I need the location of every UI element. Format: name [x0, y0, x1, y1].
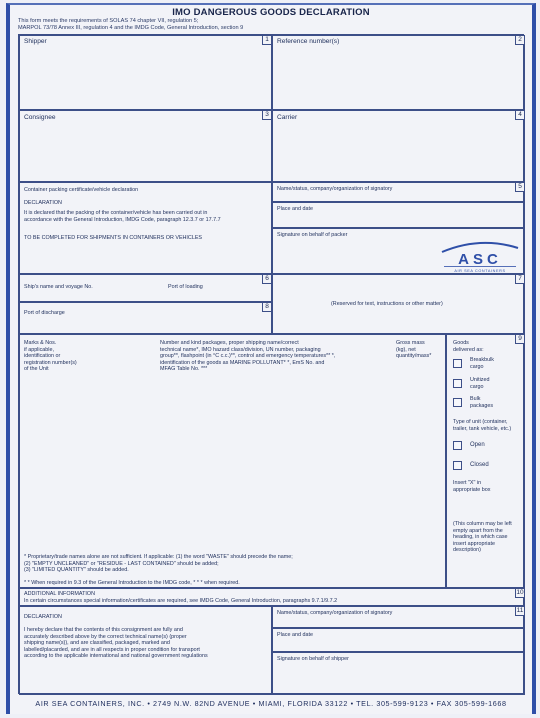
note-line: insert appropriate — [453, 540, 495, 547]
shipper-place-date-field[interactable] — [272, 628, 525, 652]
logo-rule — [444, 266, 516, 267]
unit-type-label — [453, 419, 525, 432]
gross-mass-line: (kg), net — [396, 346, 416, 353]
reserved-label: (Reserved for text, instructions or other matter) — [331, 301, 443, 307]
box-number: 1 — [262, 36, 271, 45]
signatory-name-label: Name/status, company/organization of signatory — [277, 610, 393, 616]
packages-line: identification of the goods as MARINE POLLUTANT* *, EmS No. and — [160, 359, 325, 366]
breakbulk-line: cargo — [470, 363, 484, 370]
footnote-text — [24, 554, 442, 574]
box-number: 5 — [515, 183, 524, 192]
marks-line: identification or — [24, 353, 61, 359]
declaration-heading: DECLARATION — [24, 200, 62, 206]
asc-logo — [440, 238, 520, 274]
marks-line: Marks & Nos. — [24, 340, 57, 346]
reserved-field — [272, 274, 525, 334]
packages-line: technical name*, IMO hazard class/division, UN number, packaging — [160, 346, 321, 353]
shipper-declaration-line: labelled/placarded, and are in all respects in proper condition for transport — [24, 646, 200, 653]
shipper-signature-field[interactable] — [272, 652, 525, 695]
unitized-label — [470, 377, 489, 390]
shipper-label: Shipper — [24, 38, 47, 45]
footnote-line: * Proprietary/trade names alone are not sufficient. If applicable: (1) the word "WASTE" should precede the name; — [24, 554, 293, 560]
additional-info-text: In certain circumstances special information/certificates are required, see IMDG Code, General Introduction, paragraphs 9.7.1/9.7.2 — [24, 598, 338, 604]
unitized-line: Unitized — [470, 377, 490, 383]
goods-delivered-line: delivered as: — [453, 346, 484, 353]
bulk-label — [470, 396, 493, 409]
goods-delivered-label — [453, 340, 513, 353]
shipper-declaration-line: I hereby declare that the contents of this consignment are fully and — [24, 627, 183, 633]
box-number: 8 — [262, 303, 271, 312]
goods-delivered-section — [446, 334, 525, 588]
closed-label: Closed — [470, 462, 489, 468]
ship-name-field[interactable] — [19, 274, 272, 302]
dangerous-goods-form-page — [6, 3, 536, 714]
breakbulk-checkbox[interactable] — [453, 359, 462, 368]
packages-line: MFAG Table No. *** — [160, 366, 208, 372]
regulation-subtitle — [18, 18, 348, 32]
consignee-label: Consignee — [24, 114, 56, 121]
container-packing-label: Container packing certificate/vehicle declaration — [24, 187, 139, 193]
reference-label: Reference number(s) — [277, 38, 340, 45]
box-number: 10 — [516, 589, 524, 596]
box-number: 6 — [262, 275, 271, 284]
footnote-general-intro: * * When required in 9.3 of the General Introduction to the IMDG code, * * * when required. — [24, 580, 240, 586]
page-title: IMO DANGEROUS GOODS DECLARATION — [172, 7, 370, 18]
box-number: 3 — [262, 111, 271, 120]
shipper-signature-label: Signature on behalf of shipper — [277, 656, 349, 662]
packer-place-date-field[interactable] — [272, 202, 525, 228]
gross-mass-label — [396, 340, 444, 360]
packing-declaration-text — [24, 210, 264, 223]
container-packing-section — [19, 182, 272, 274]
additional-info-label: ADDITIONAL INFORMATION — [24, 591, 95, 597]
note-line: description) — [453, 547, 481, 553]
subtitle-line: This form meets the requirements of SOLAS 74 chapter VII, regulation 5; — [18, 18, 199, 24]
subtitle-line: MARPOL 73/78 Annex III, regulation 4 and the IMDG Code, General Introduction, section 9 — [18, 25, 244, 31]
logo-tagline: AIR SEA CONTAINERS — [454, 269, 506, 273]
shipper-declaration-line: accurately described above by the correct technical name(s) (proper — [24, 633, 187, 640]
marks-line: registration number(s) — [24, 359, 77, 366]
port-discharge-field[interactable] — [19, 302, 272, 334]
closed-checkbox[interactable] — [453, 461, 462, 470]
gross-mass-line: Gross mass — [396, 340, 425, 346]
unit-type-line: trailer, tank vehicle, etc.) — [453, 425, 512, 432]
place-date-label-2: Place and date — [277, 632, 313, 638]
logo-mark: ASC — [458, 251, 502, 268]
goods-description-area[interactable] — [19, 334, 446, 588]
insert-x-line: Insert "X" in — [453, 480, 482, 486]
open-label: Open — [470, 442, 485, 448]
insert-x-label — [453, 480, 523, 493]
reference-number-field[interactable] — [272, 35, 525, 110]
gross-mass-line: quantity/mass* — [396, 353, 432, 359]
packer-name-label: Name/status, company/organization of signatory — [277, 186, 393, 192]
ship-name-label: Ship's name and voyage No. — [24, 284, 93, 290]
box-number: 11 — [516, 607, 524, 614]
insert-x-line: appropriate box — [453, 486, 491, 493]
bulk-line: Bulk — [470, 396, 481, 402]
bulk-checkbox[interactable] — [453, 398, 462, 407]
breakbulk-line: Breakbulk — [470, 357, 494, 363]
column-note — [453, 521, 525, 554]
packer-name-field[interactable] — [272, 182, 525, 202]
box-number: 9 — [515, 335, 524, 344]
footnote-line: (3) "LIMITED QUANTITY" should be added. — [24, 567, 129, 573]
marks-line: of the Unit — [24, 366, 49, 372]
declaration-line: accordance with the General Introduction, IMDG Code, paragraph 12.3.7 or 17.7.7 — [24, 216, 221, 223]
box-number: 7 — [515, 275, 524, 284]
unitized-checkbox[interactable] — [453, 379, 462, 388]
packer-signature-label: Signature on behalf of packer — [277, 232, 348, 238]
unitized-line: cargo — [470, 383, 484, 390]
breakbulk-label — [470, 357, 494, 370]
declaration-line: It is declared that the packing of the container/vehicle has been carried out in — [24, 210, 208, 216]
packages-line: Number and kind packages, proper shipping name/correct — [160, 340, 299, 346]
open-checkbox[interactable] — [453, 441, 462, 450]
box-number: 2 — [515, 36, 524, 45]
note-line: (This column may be left — [453, 521, 512, 527]
consignee-field[interactable] — [19, 110, 272, 182]
additional-information-field[interactable] — [19, 588, 525, 606]
footnote-line: (2) "EMPTY UNCLEANED" or "RESIDUE - LAST CONTAINED" should be added; — [24, 560, 219, 567]
port-loading-label: Port of loading — [168, 284, 203, 290]
shipper-declaration-line: shipping name(s)), and are classified, packaged, marked and — [24, 640, 170, 646]
shipper-declaration-line: according to the applicable international and national government regulations — [24, 653, 208, 659]
note-line: heading, in which case — [453, 534, 508, 540]
packages-description-label — [160, 340, 390, 373]
box-number: 4 — [515, 111, 524, 120]
marks-line: if applicable, — [24, 346, 54, 353]
goods-delivered-line: Goods — [453, 340, 469, 346]
port-discharge-label: Port of discharge — [24, 310, 65, 316]
unit-type-line: Type of unit (container, — [453, 419, 508, 425]
signatory-name-field[interactable] — [272, 606, 525, 628]
company-footer: AIR SEA CONTAINERS, INC. • 2749 N.W. 82ND AVENUE • MIAMI, FLORIDA 33122 • TEL. 305-599-9123 • FAX 305-599-1668 — [35, 699, 507, 708]
carrier-label: Carrier — [277, 114, 298, 121]
bulk-line: packages — [470, 402, 494, 409]
declaration-heading-2: DECLARATION — [24, 614, 62, 620]
note-line: empty apart from the — [453, 527, 503, 534]
marks-label — [24, 340, 114, 373]
packages-line: group**, flashpoint (in °C c.c.)**, control and emergency temperatures** *, — [160, 353, 336, 359]
form-grid — [18, 34, 524, 694]
shipper-field[interactable] — [19, 35, 272, 110]
shipper-declaration-section — [19, 606, 272, 695]
carrier-field[interactable] — [272, 110, 525, 182]
shipper-declaration-text — [24, 627, 268, 660]
place-date-label: Place and date — [277, 206, 313, 212]
containers-instruction: TO BE COMPLETED FOR SHIPMENTS IN CONTAINERS OR VEHICLES — [24, 235, 203, 241]
